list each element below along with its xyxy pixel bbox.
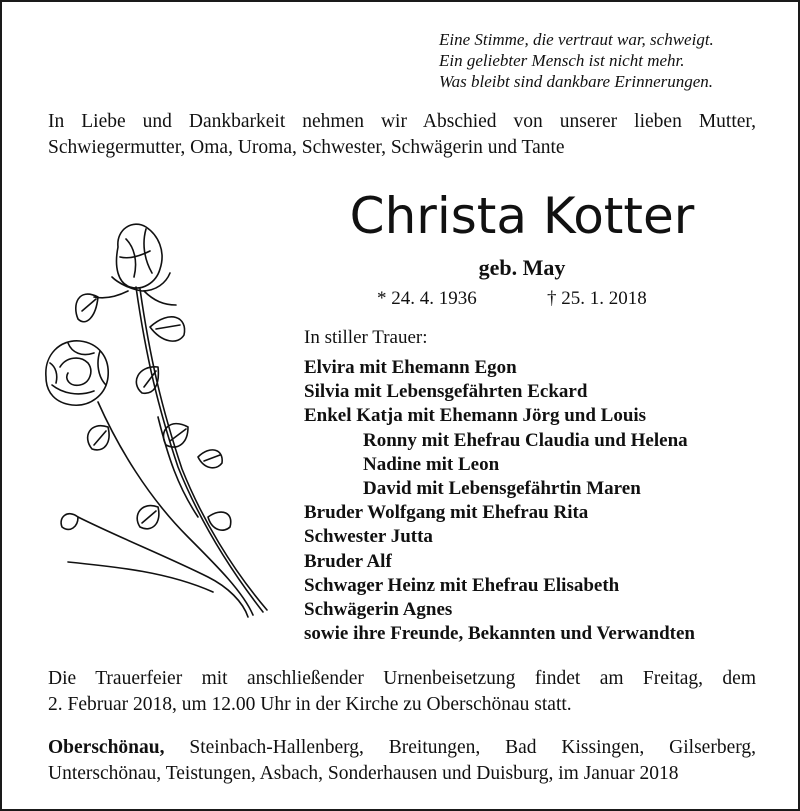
places-lead: Oberschönau, — [48, 737, 165, 758]
mourner-item: Schwager Heinz mit Ehefrau Elisabeth — [304, 574, 620, 596]
places-line: Unterschönau, Teistungen, Asbach, Sonderhausen und Duisburg, im Januar 2018 — [48, 763, 679, 784]
funeral-line: 2. Februar 2018, um 12.00 Uhr in der Kirche zu Oberschönau statt. — [48, 694, 572, 715]
mourner-item: sowie ihre Freunde, Bekannten und Verwandten — [304, 623, 695, 645]
funeral-line: Die Trauerfeier mit anschließender Urnenbeisetzung findet am Freitag, dem — [48, 668, 756, 689]
mourner-item: Schwester Jutta — [304, 526, 433, 548]
mourner-item: Enkel Katja mit Ehemann Jörg und Louis — [304, 405, 647, 427]
intro-line: In Liebe und Dankbarkeit nehmen wir Abschied von unserer lieben Mutter, — [48, 111, 756, 132]
places-line — [48, 735, 756, 761]
mourner-item: Bruder Alf — [304, 550, 392, 572]
mourner-item: David mit Lebensgefährtin Maren — [363, 478, 641, 500]
motto-line: Ein geliebter Mensch ist nicht mehr. — [439, 51, 685, 70]
mourner-list — [304, 356, 764, 646]
mourner-item: Ronny mit Ehefrau Claudia und Helena — [363, 429, 688, 451]
mourner-item: Nadine mit Leon — [363, 453, 500, 475]
mourner-item: Silvia mit Lebensgefährten Eckard — [304, 381, 588, 403]
mourning-label: In stiller Trauer: — [304, 327, 428, 348]
motto-line: Was bleibt sind dankbare Erinnerungen. — [439, 72, 714, 91]
mourner-item: Bruder Wolfgang mit Ehefrau Rita — [304, 502, 589, 524]
mourner-item: Schwägerin Agnes — [304, 599, 453, 621]
motto-line: Eine Stimme, die vertraut war, schweigt. — [439, 30, 714, 49]
motto-verse — [392, 29, 754, 92]
places-rest: Steinbach-Hallenberg, Breitungen, Bad Kissingen, Gilserberg, — [164, 737, 756, 758]
death-date: † 25. 1. 2018 — [547, 288, 647, 309]
life-dates — [377, 286, 647, 312]
intro-text — [48, 109, 756, 161]
intro-line: Schwiegermutter, Oma, Uroma, Schwester, Schwägerin und Tante — [48, 137, 565, 158]
place-date-line — [48, 735, 756, 787]
rose-drawing-icon — [38, 217, 278, 622]
funeral-info — [48, 666, 756, 718]
mourner-item: Elvira mit Ehemann Egon — [304, 357, 517, 378]
deceased-name: Christa Kotter — [349, 187, 695, 245]
birth-date: * 24. 4. 1936 — [377, 288, 477, 309]
born-name: geb. May — [478, 255, 566, 280]
